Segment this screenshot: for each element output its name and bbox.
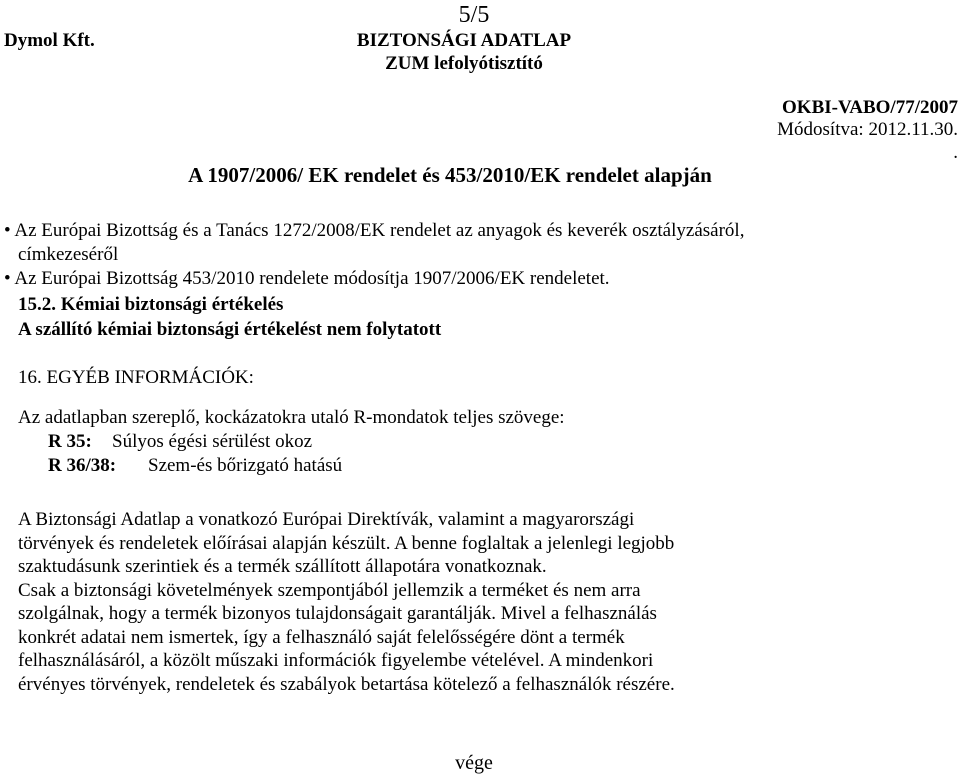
bullet-text: Az Európai Bizottság 453/2010 rendelete módosítja 1907/2006/EK rendeletet. xyxy=(14,268,610,289)
bullet-icon: • xyxy=(4,220,11,241)
end-marker: vége xyxy=(455,752,493,774)
modified-date: Módosítva: 2012.11.30. xyxy=(777,119,958,140)
paragraph-line: törvények és rendeletek előírásai alapján készült. A benne foglaltak a jelenlegi legjobb xyxy=(18,533,675,554)
r-phrase-row xyxy=(48,454,342,478)
bullet-icon: • xyxy=(4,268,11,289)
subsection-heading: 15.2. Kémiai biztonsági értékelés xyxy=(18,294,284,315)
paragraph-line: A Biztonsági Adatlap a vonatkozó Európai Direktívák, valamint a magyarországi xyxy=(18,509,635,530)
company-name: Dymol Kft. xyxy=(4,30,95,51)
r-phrase-code: R 36/38: xyxy=(48,455,117,476)
section-title: 16. EGYÉB INFORMÁCIÓK: xyxy=(18,367,254,388)
paragraph-line: szaktudásunk szerintiek és a termék szállított állapotára vonatkoznak. xyxy=(18,556,547,577)
page-number: 5/5 xyxy=(458,2,490,28)
paragraph-line: Csak a biztonsági követelmények szempontjából jellemzik a terméket és nem arra xyxy=(18,580,641,601)
r-phrases-intro: Az adatlapban szereplő, kockázatokra utaló R-mondatok teljes szövege: xyxy=(18,407,565,428)
subsection-text: A szállító kémiai biztonsági értékelést nem folytatott xyxy=(18,319,442,340)
trailing-dot: . xyxy=(953,142,958,163)
document-title: BIZTONSÁGI ADATLAP xyxy=(356,30,572,51)
bullet-continuation: címkezeséről xyxy=(18,244,119,265)
regulation-heading: A 1907/2006/ EK rendelet és 453/2010/EK rendelet alapján xyxy=(188,163,712,187)
bullet-text: Az Európai Bizottság és a Tanács 1272/2008/EK rendelet az anyagok és keverék osztályzásáról, xyxy=(14,220,745,241)
reference-number: OKBI-VABO/77/2007 xyxy=(782,97,958,118)
bullet-item xyxy=(4,219,744,243)
r-phrase-text: Súlyos égési sérülést okoz xyxy=(112,431,313,452)
paragraph-line: szolgálnak, hogy a termék bizonyos tulajdonságait garantálják. Mivel a felhasználás xyxy=(18,603,657,624)
paragraph-line: érvényes törvények, rendeletek és szabályok betartása kötelező a felhasználók részére. xyxy=(18,674,675,695)
paragraph-line: felhasználásáról, a közölt műszaki információk figyelembe vételével. A mindenkori xyxy=(18,650,654,671)
bullet-item xyxy=(4,267,610,291)
r-phrase-text: Szem-és bőrizgató hatású xyxy=(148,455,343,476)
paragraph-line: konkrét adatai nem ismertek, így a felhasználó saját felelősségére dönt a termék xyxy=(18,627,625,648)
r-phrase-code: R 35: xyxy=(48,431,92,452)
r-phrase-row xyxy=(48,430,312,454)
product-name: ZUM lefolyótisztító xyxy=(385,53,543,74)
